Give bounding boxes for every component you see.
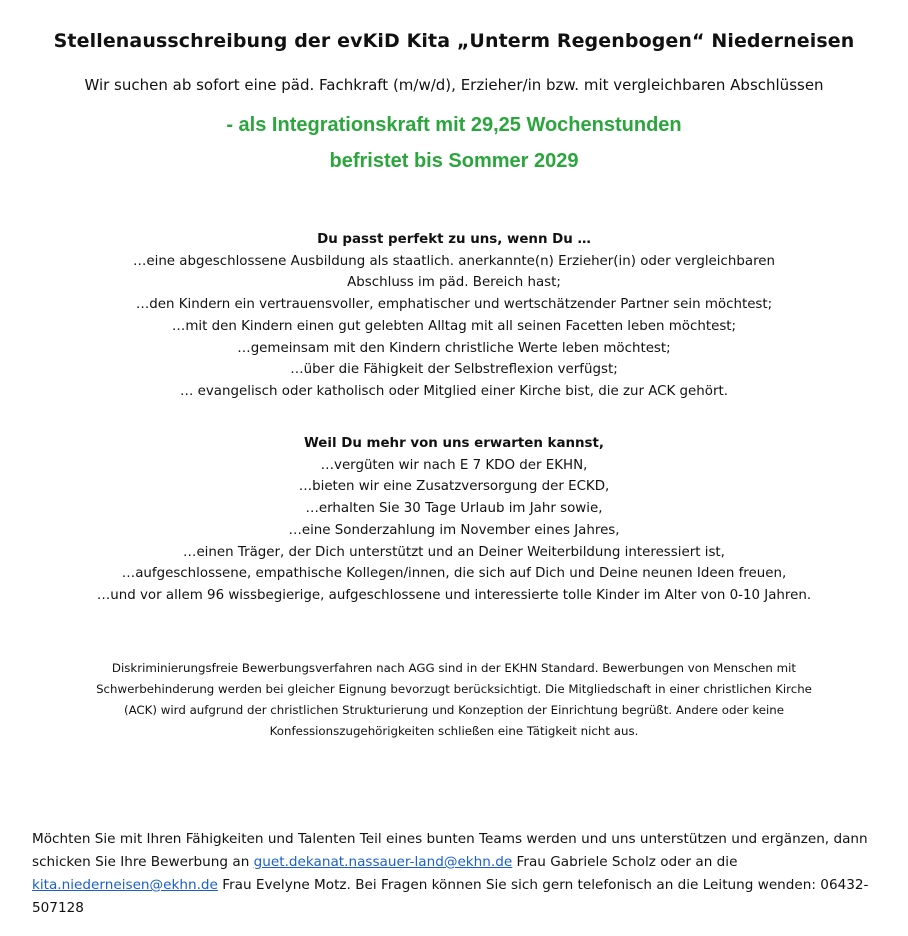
- requirement-line: …gemeinsam mit den Kindern christliche Werte leben möchtest;: [237, 340, 671, 356]
- benefits-heading: Weil Du mehr von uns erwarten kannst,: [303, 436, 605, 451]
- disclaimer-line: Schwerbehinderung werden bei gleicher Eignung bevorzugt berücksichtigt. Die Mitgliedschaft in einer christlichen Kirche: [96, 682, 812, 696]
- requirement-line: … evangelisch oder katholisch oder Mitglied einer Kirche bist, die zur ACK gehört.: [180, 383, 728, 399]
- disclaimer-line: Konfessionszugehörigkeiten schließen eine Tätigkeit nicht aus.: [269, 724, 639, 738]
- email-link-dekanat[interactable]: guet.dekanat.nassauer-land@ekhn.de: [253, 854, 513, 870]
- requirements-section: [0, 229, 908, 403]
- highlight-term: befristet bis Sommer 2029: [329, 150, 579, 172]
- benefits-section: [0, 433, 908, 607]
- requirement-line: …eine abgeschlossene Ausbildung als staatlich. anerkannte(n) Erzieher(in) oder vergleichbaren: [132, 253, 776, 269]
- benefit-line: …erhalten Sie 30 Tage Urlaub im Jahr sowie,: [305, 501, 603, 517]
- benefit-line: …bieten wir eine Zusatzversorgung der ECKD,: [298, 479, 610, 495]
- requirement-line: …über die Fähigkeit der Selbstreflexion verfügst;: [290, 362, 618, 378]
- intro-text: Wir suchen ab sofort eine päd. Fachkraft (m/w/d), Erzieher/in bzw. mit vergleichbaren Abschlüssen: [84, 76, 824, 94]
- contact-text: Frau Evelyne Motz. Bei Fragen können Sie sich gern telefonisch an die Leitung wenden: 06432-507128: [32, 877, 869, 916]
- benefit-line: …eine Sonderzahlung im November eines Jahres,: [288, 522, 620, 538]
- disclaimer-line: (ACK) wird aufgrund der christlichen Strukturierung und Konzeption der Einrichtung begrüßt. Andere oder keine: [123, 703, 785, 717]
- page-title: Stellenausschreibung der evKiD Kita „Unterm Regenbogen“ Niederneisen: [53, 30, 855, 52]
- benefit-line: …und vor allem 96 wissbegierige, aufgeschlossene und interessierte tolle Kinder im Alter von 0-10 Jahren.: [96, 587, 812, 603]
- contact-text: Frau Gabriele Scholz oder an die: [512, 854, 738, 870]
- benefit-line: …vergüten wir nach E 7 KDO der EKHN,: [320, 457, 588, 473]
- contact-text: Möchten Sie mit Ihren Fähigkeiten und Talenten Teil eines bunten Teams werden und uns unterstützen und ergänzen, dann schicken Sie Ihre Bewerbung an: [32, 831, 868, 870]
- benefit-line: …aufgeschlossene, empathische Kollegen/innen, die sich auf Dich und Deine neunen Ideen freuen,: [121, 566, 787, 582]
- requirement-line: …mit den Kindern einen gut gelebten Alltag mit all seinen Facetten leben möchtest;: [171, 318, 737, 334]
- contact-paragraph: [32, 828, 892, 920]
- benefit-line: …einen Träger, der Dich unterstützt und an Deiner Weiterbildung interessiert ist,: [183, 544, 725, 560]
- disclaimer: [30, 658, 878, 742]
- disclaimer-line: Diskriminierungsfreie Bewerbungsverfahren nach AGG sind in der EKHN Standard. Bewerbungen von Menschen mit: [111, 661, 797, 675]
- highlight-role: - als Integrationskraft mit 29,25 Wochenstunden: [226, 114, 682, 136]
- requirements-heading: Du passt perfekt zu uns, wenn Du …: [317, 232, 591, 247]
- requirement-line: Abschluss im päd. Bereich hast;: [347, 275, 561, 291]
- requirement-line: …den Kindern ein vertrauensvoller, emphatischer und wertschätzender Partner sein möchtest;: [135, 297, 773, 313]
- email-link-kita[interactable]: kita.niederneisen@ekhn.de: [32, 877, 218, 893]
